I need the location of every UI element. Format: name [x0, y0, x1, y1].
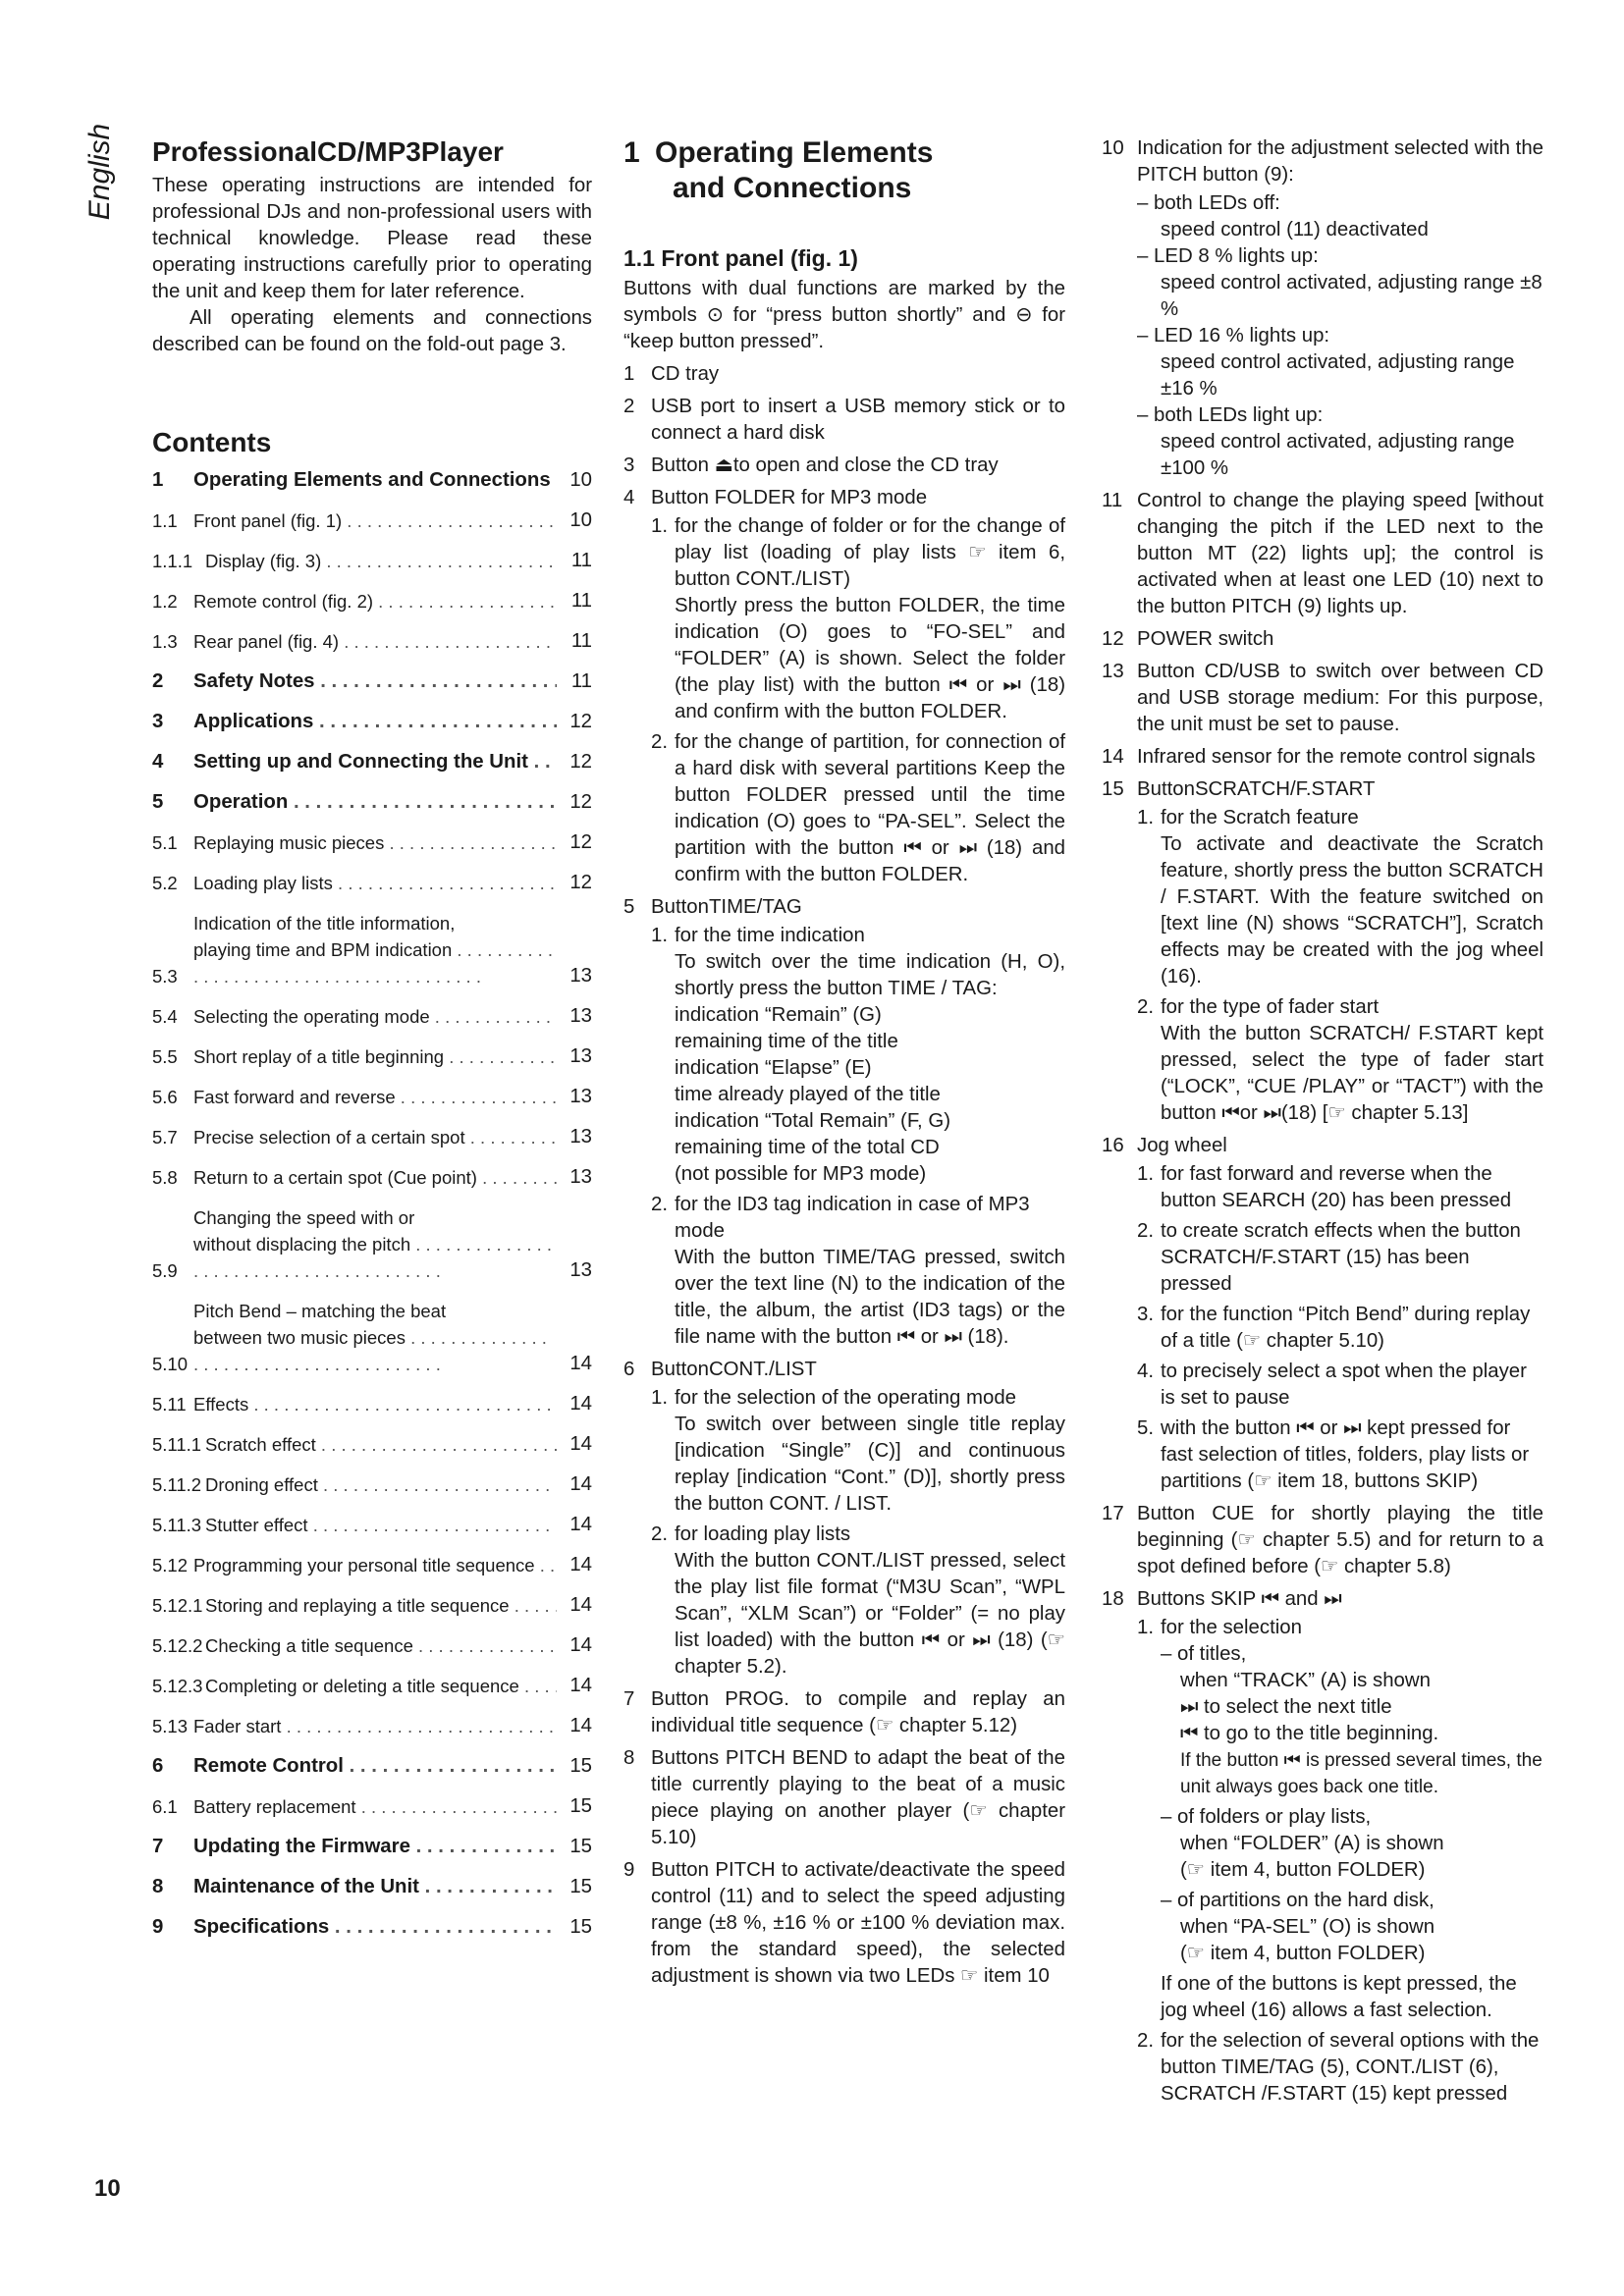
toc-entry — [152, 467, 592, 494]
document-title: ProfessionalCD/MP3Player — [152, 136, 504, 167]
toc-entry — [152, 1713, 592, 1739]
toc-page: 12 — [569, 751, 592, 773]
toc-number: 5.12.3 — [152, 1676, 203, 1696]
toc-page: 12 — [569, 872, 592, 893]
toc-title: Indication of the title information, playing time and BPM indication . . . — [193, 910, 557, 989]
toc-number: 5.2 — [152, 873, 178, 893]
toc-entry — [152, 1298, 592, 1377]
toc-title: Updating the Firmware . . . — [193, 1834, 557, 1860]
column-contents — [152, 135, 592, 1954]
toc-number: 5.11.2 — [152, 1474, 202, 1495]
chapter-title-line1: Operating Elements — [655, 136, 934, 169]
toc-entry — [152, 1874, 592, 1900]
toc-entry — [152, 749, 592, 775]
toc-entry — [152, 1204, 592, 1284]
toc-page: 15 — [569, 1795, 592, 1817]
toc-number: 7 — [152, 1836, 164, 1857]
toc-number: 4 — [152, 751, 164, 773]
toc-title: Specifications . . . — [193, 1914, 557, 1941]
toc-number: 5.12.1 — [152, 1595, 203, 1616]
list-item: 7 Button PROG. to compile and replay an individual title sequence (☞ chapter 5.12) — [623, 1688, 1065, 1736]
toc-page: 13 — [569, 1005, 592, 1027]
toc-entry — [152, 548, 592, 574]
toc-number: 5.12.2 — [152, 1635, 203, 1656]
toc-title: Applications . . . — [193, 709, 557, 735]
list-item: 9 Button PITCH to activate/deactivate the speed control (11) and to select the speed adjusting range (±8 %, ±16 % or ±100 % deviation max. from the standard speed), the selected adjustment is shown via two LEDs ☞ item 10 — [623, 1859, 1065, 1987]
toc-title: Changing the speed with or without displacing the pitch . . . — [193, 1204, 557, 1284]
sub-list: – both LEDs off: speed control (11) deactivated – LED 8 % lights up: speed control activated, adjusting range ±8 % – LED 16 % lights up: speed control activated, adjusting range ±16 % – both LEDs light up: speed control activated, adjusting range ±100 % — [1137, 192, 1543, 479]
toc-title: Droning effect . . . — [205, 1471, 557, 1498]
toc-number: 5.13 — [152, 1716, 189, 1736]
toc-page: 11 — [570, 630, 592, 652]
toc-page: 13 — [569, 1166, 592, 1188]
toc-page: 13 — [569, 1045, 592, 1067]
toc-number: 1.1 — [152, 510, 178, 531]
chapter-title-line2: and Connections — [673, 172, 912, 204]
toc-number: 5.3 — [152, 966, 178, 987]
toc-entry — [152, 1003, 592, 1030]
toc-title: Return to a certain spot (Cue point) . . . — [193, 1164, 557, 1191]
toc-page: 14 — [569, 1554, 592, 1575]
list-item: 4 Button FOLDER for MP3 mode — [623, 487, 928, 508]
toc-entry — [152, 1124, 592, 1150]
toc-number: 5.1 — [152, 832, 178, 853]
toc-entry — [152, 1914, 592, 1941]
toc-title: Safety Notes . . . — [193, 668, 557, 695]
column-operating-elements — [623, 135, 1065, 1990]
toc-page: 14 — [569, 1473, 592, 1495]
toc-page: 14 — [569, 1433, 592, 1455]
toc-page: 10 — [569, 509, 592, 531]
chapter-number: 1 — [623, 136, 640, 169]
toc-number: 5.11.3 — [152, 1515, 202, 1535]
toc-entry — [152, 1592, 592, 1619]
list-item: 2 USB port to insert a USB memory stick or to connect a hard disk — [623, 396, 1065, 444]
toc-number: 2 — [152, 670, 164, 692]
section-intro: Buttons with dual functions are marked by the symbols ⊙ for “press button shortly” and ⊖ for “keep button pressed”. — [623, 278, 1065, 352]
language-label: English — [83, 123, 116, 221]
toc-title: Remote control (fig. 2) . . . — [193, 588, 557, 614]
toc-number: 6 — [152, 1755, 164, 1777]
list-item: 18 Buttons SKIP ⏮ and ⏭ — [1102, 1588, 1342, 1610]
list-item: 13 Button CD/USB to switch over between CD and USB storage medium: For this purpose, the unit must be set to pause. — [1102, 661, 1543, 735]
table-of-contents — [152, 467, 592, 1941]
toc-entry — [152, 1431, 592, 1458]
contents-heading: Contents — [152, 427, 272, 457]
toc-page: 14 — [569, 1715, 592, 1736]
toc-number: 5.10 — [152, 1354, 189, 1374]
toc-number: 9 — [152, 1916, 164, 1938]
toc-title: Front panel (fig. 1) . . . — [193, 507, 557, 534]
toc-title: Precise selection of a certain spot . . . — [193, 1124, 557, 1150]
toc-number: 5 — [152, 791, 164, 813]
toc-page: 12 — [569, 831, 592, 853]
language-tab — [81, 118, 120, 226]
toc-title: Fader start . . . — [193, 1713, 557, 1739]
list-item: 3 Button ⏏to open and close the CD tray — [623, 454, 999, 476]
toc-number: 5.12 — [152, 1555, 189, 1575]
toc-entry — [152, 1084, 592, 1110]
toc-page: 14 — [569, 1353, 592, 1374]
toc-page: 13 — [569, 1086, 592, 1107]
list-item: 17 Button CUE for shortly playing the title beginning (☞ chapter 5.5) and for return to a spot defined before (☞ chapter 5.8) — [1102, 1503, 1543, 1577]
toc-number: 1.3 — [152, 631, 178, 652]
toc-entry — [152, 1673, 592, 1699]
toc-title: Rear panel (fig. 4) . . . — [193, 628, 557, 655]
toc-title: Selecting the operating mode . . . — [193, 1003, 557, 1030]
toc-page: 14 — [569, 1594, 592, 1616]
toc-entry — [152, 507, 592, 534]
toc-entry — [152, 789, 592, 816]
toc-number: 3 — [152, 711, 164, 732]
toc-entry — [152, 910, 592, 989]
toc-number: 5.4 — [152, 1006, 178, 1027]
sub-list: 1. for the selection of the operating mode To switch over between single title replay [indication “Single” (C)] and continuous replay [indication “Cont.” (D)], shortly press the button CONT. / LIST. 2. for loading play lists With the button CONT./LIST pressed, select the play list file format (“M3U Scan”, “WPL Scan”, “XLM Scan”) or “Folder” (= no play list loaded) with the button ⏮ or ⏭ (18) (☞ chapter 5.2). — [651, 1387, 1065, 1678]
list-item: 8 Buttons PITCH BEND to adapt the beat of the title currently playing to the beat of a music piece playing on another player (☞ chapter 5.10) — [623, 1747, 1065, 1848]
toc-title: Maintenance of the Unit . . . — [193, 1874, 557, 1900]
sub-list: 1. for the Scratch feature To activate and deactivate the Scratch feature, shortly press the button SCRATCH / F.START. With the feature switched on [text line (N) shows “SCRATCH”], Scratch effects may be created with the jog wheel (16). 2. for the type of fader start With the button SCRATCH/ F.START kept pressed, select the type of fader start (“LOCK”, “CUE /PLAY” or “TACT”) with the button ⏮or ⏭(18) [☞ chapter 5.13] — [1137, 807, 1543, 1124]
toc-page: 11 — [570, 590, 592, 612]
toc-page: 15 — [569, 1916, 592, 1938]
list-item: 6 ButtonCONT./LIST — [623, 1359, 817, 1380]
toc-page: 15 — [569, 1876, 592, 1897]
toc-entry — [152, 1834, 592, 1860]
toc-page: 13 — [569, 1259, 592, 1281]
toc-page: 11 — [570, 550, 592, 571]
page-number: 10 — [94, 2175, 121, 2202]
toc-title: Programming your personal title sequence . . . — [193, 1552, 557, 1578]
toc-entry — [152, 1471, 592, 1498]
toc-page: 14 — [569, 1675, 592, 1696]
toc-number: 5.11.1 — [152, 1434, 202, 1455]
toc-entry — [152, 709, 592, 735]
sub-list: 1. for the change of folder or for the change of play list (loading of play lists ☞ item 6, button CONT./LIST) Shortly press the button FOLDER, the time indication (O) goes to “FO-SEL” and “FOLDER” (A) is shown. Select the folder (the play list) with the button ⏮ or ⏭ (18) and confirm with the button FOLDER. 2. for the change of partition, for connection of a hard disk with several partitions Keep the button FOLDER pressed until the time indication (O) goes to “PA-SEL”. Select the partition with the button ⏮ or ⏭ (18) and confirm with the button FOLDER. — [651, 515, 1065, 885]
section-heading: 1.1 Front panel (fig. 1) — [623, 245, 858, 271]
toc-page: 14 — [569, 1634, 592, 1656]
list-item: 11 Control to change the playing speed [without changing the pitch if the LED next to the button MT (22) lights up]; the control is activated when at least one LED (10) next to the button PITCH (9) lights up. — [1102, 490, 1543, 617]
list-item: 16 Jog wheel — [1102, 1135, 1227, 1156]
toc-entry — [152, 829, 592, 856]
toc-number: 8 — [152, 1876, 164, 1897]
toc-entry — [152, 1391, 592, 1417]
toc-page: 12 — [569, 791, 592, 813]
toc-entry — [152, 1164, 592, 1191]
intro-paragraph-2: All operating elements and connections described can be found on the fold-out page 3. — [152, 307, 592, 355]
list-item: 1 CD tray — [623, 363, 720, 385]
toc-number: 5.9 — [152, 1260, 178, 1281]
intro-paragraph: These operating instructions are intended for professional DJs and non-professional users with technical knowledge. Please read these operating instructions carefully prior to operating the unit and keep them for later reference. — [152, 175, 592, 302]
toc-title: Stutter effect . . . — [205, 1512, 557, 1538]
list-item: 10 Indication for the adjustment selected with the PITCH button (9): — [1102, 137, 1543, 186]
sub-list: 1. for the time indication To switch over the time indication (H, O), shortly press the button TIME / TAG: indication “Remain” (G) remaining time of the title indication “Elapse” (E) time already played of the title indication “Total Remain” (F, G) remaining time of the total CD (not possible for MP3 mode) 2. for the ID3 tag indication in case of MP3 mode With the button TIME/TAG pressed, switch over the text line (N) to the indication of the title, the album, the artist (ID3 tags) or the file name with the button ⏮ or ⏭ (18). — [651, 925, 1065, 1348]
list-item: 5 ButtonTIME/TAG — [623, 896, 802, 918]
toc-number: 5.11 — [152, 1394, 187, 1415]
toc-title: Completing or deleting a title sequence . . . — [205, 1673, 557, 1699]
sub-list: 1. for fast forward and reverse when the button SEARCH (20) has been pressed 2. to create scratch effects when the button SCRATCH/F.START (15) has been pressed 3. for the function “Pitch Bend” during replay of a title (☞ chapter 5.10) 4. to precisely select a spot when the player is set to pause 5. with the button ⏮ or ⏭ kept pressed for fast selection of titles, folders, play lists or partitions (☞ item 18, buttons SKIP) — [1137, 1163, 1531, 1492]
column-items-continued — [1102, 135, 1543, 2108]
list-item: 14 Infrared sensor for the remote control signals — [1102, 746, 1536, 768]
toc-title: Setting up and Connecting the Unit . . . — [193, 749, 557, 775]
toc-page: 14 — [569, 1393, 592, 1415]
toc-page: 13 — [569, 1126, 592, 1148]
toc-page: 14 — [569, 1514, 592, 1535]
toc-number: 1.2 — [152, 591, 178, 612]
toc-title: Battery replacement . . . — [193, 1793, 557, 1820]
toc-number: 6.1 — [152, 1796, 178, 1817]
toc-page: 12 — [569, 711, 592, 732]
toc-page: 15 — [569, 1755, 592, 1777]
toc-title: Effects . . . — [193, 1391, 557, 1417]
toc-page: 10 — [569, 469, 592, 491]
sub-list: 1. for the selection – of titles, when “TRACK” (A) is shown ⏭ to select the next title ⏮ to go to the title beginning. If the button ⏮ is pressed several times, the unit always goes back one title. – of folders or play lists, when “FOLDER” (A) is shown (☞ item 4, button FOLDER) – of partitions on the hard disk, when “PA-SEL” (O) is shown (☞ item 4, button FOLDER) If one of the buttons is kept pressed, the jog wheel (16) allows a fast selection. 2. for the selection of several options with the button TIME/TAG (5), CONT./LIST (6), SCRATCH /F.START (15) kept pressed — [1137, 1617, 1543, 2105]
toc-title: Replaying music pieces . . . — [193, 829, 557, 856]
toc-title: Short replay of a title beginning . . . — [193, 1043, 557, 1070]
toc-title: Storing and replaying a title sequence . . . — [205, 1592, 557, 1619]
toc-page: 13 — [569, 965, 592, 987]
toc-entry — [152, 1632, 592, 1659]
list-item: 12 POWER switch — [1102, 628, 1274, 650]
toc-number: 5.6 — [152, 1087, 178, 1107]
toc-number: 1.1.1 — [152, 551, 193, 571]
toc-entry — [152, 1512, 592, 1538]
toc-title: Remote Control . . . — [193, 1753, 557, 1780]
toc-entry — [152, 1043, 592, 1070]
toc-title: Scratch effect . . . — [205, 1431, 557, 1458]
toc-entry — [152, 588, 592, 614]
toc-title: Operating Elements and Connections . . . — [193, 467, 557, 494]
toc-title: Loading play lists . . . — [193, 870, 557, 896]
toc-number: 1 — [152, 469, 164, 491]
toc-number: 5.7 — [152, 1127, 178, 1148]
toc-entry — [152, 1753, 592, 1780]
toc-number: 5.5 — [152, 1046, 178, 1067]
toc-page: 11 — [570, 670, 592, 692]
toc-title: Display (fig. 3) . . . — [205, 548, 557, 574]
toc-number: 5.8 — [152, 1167, 178, 1188]
toc-title: Checking a title sequence . . . — [205, 1632, 557, 1659]
toc-page: 15 — [569, 1836, 592, 1857]
toc-entry — [152, 1793, 592, 1820]
toc-title: Fast forward and reverse . . . — [193, 1084, 557, 1110]
toc-entry — [152, 668, 592, 695]
toc-entry — [152, 870, 592, 896]
toc-title: Operation . . . — [193, 789, 557, 816]
toc-entry — [152, 628, 592, 655]
toc-title: Pitch Bend – matching the beat between two music pieces . . . — [193, 1298, 557, 1377]
list-item: 15 ButtonSCRATCH/F.START — [1102, 778, 1376, 800]
toc-entry — [152, 1552, 592, 1578]
